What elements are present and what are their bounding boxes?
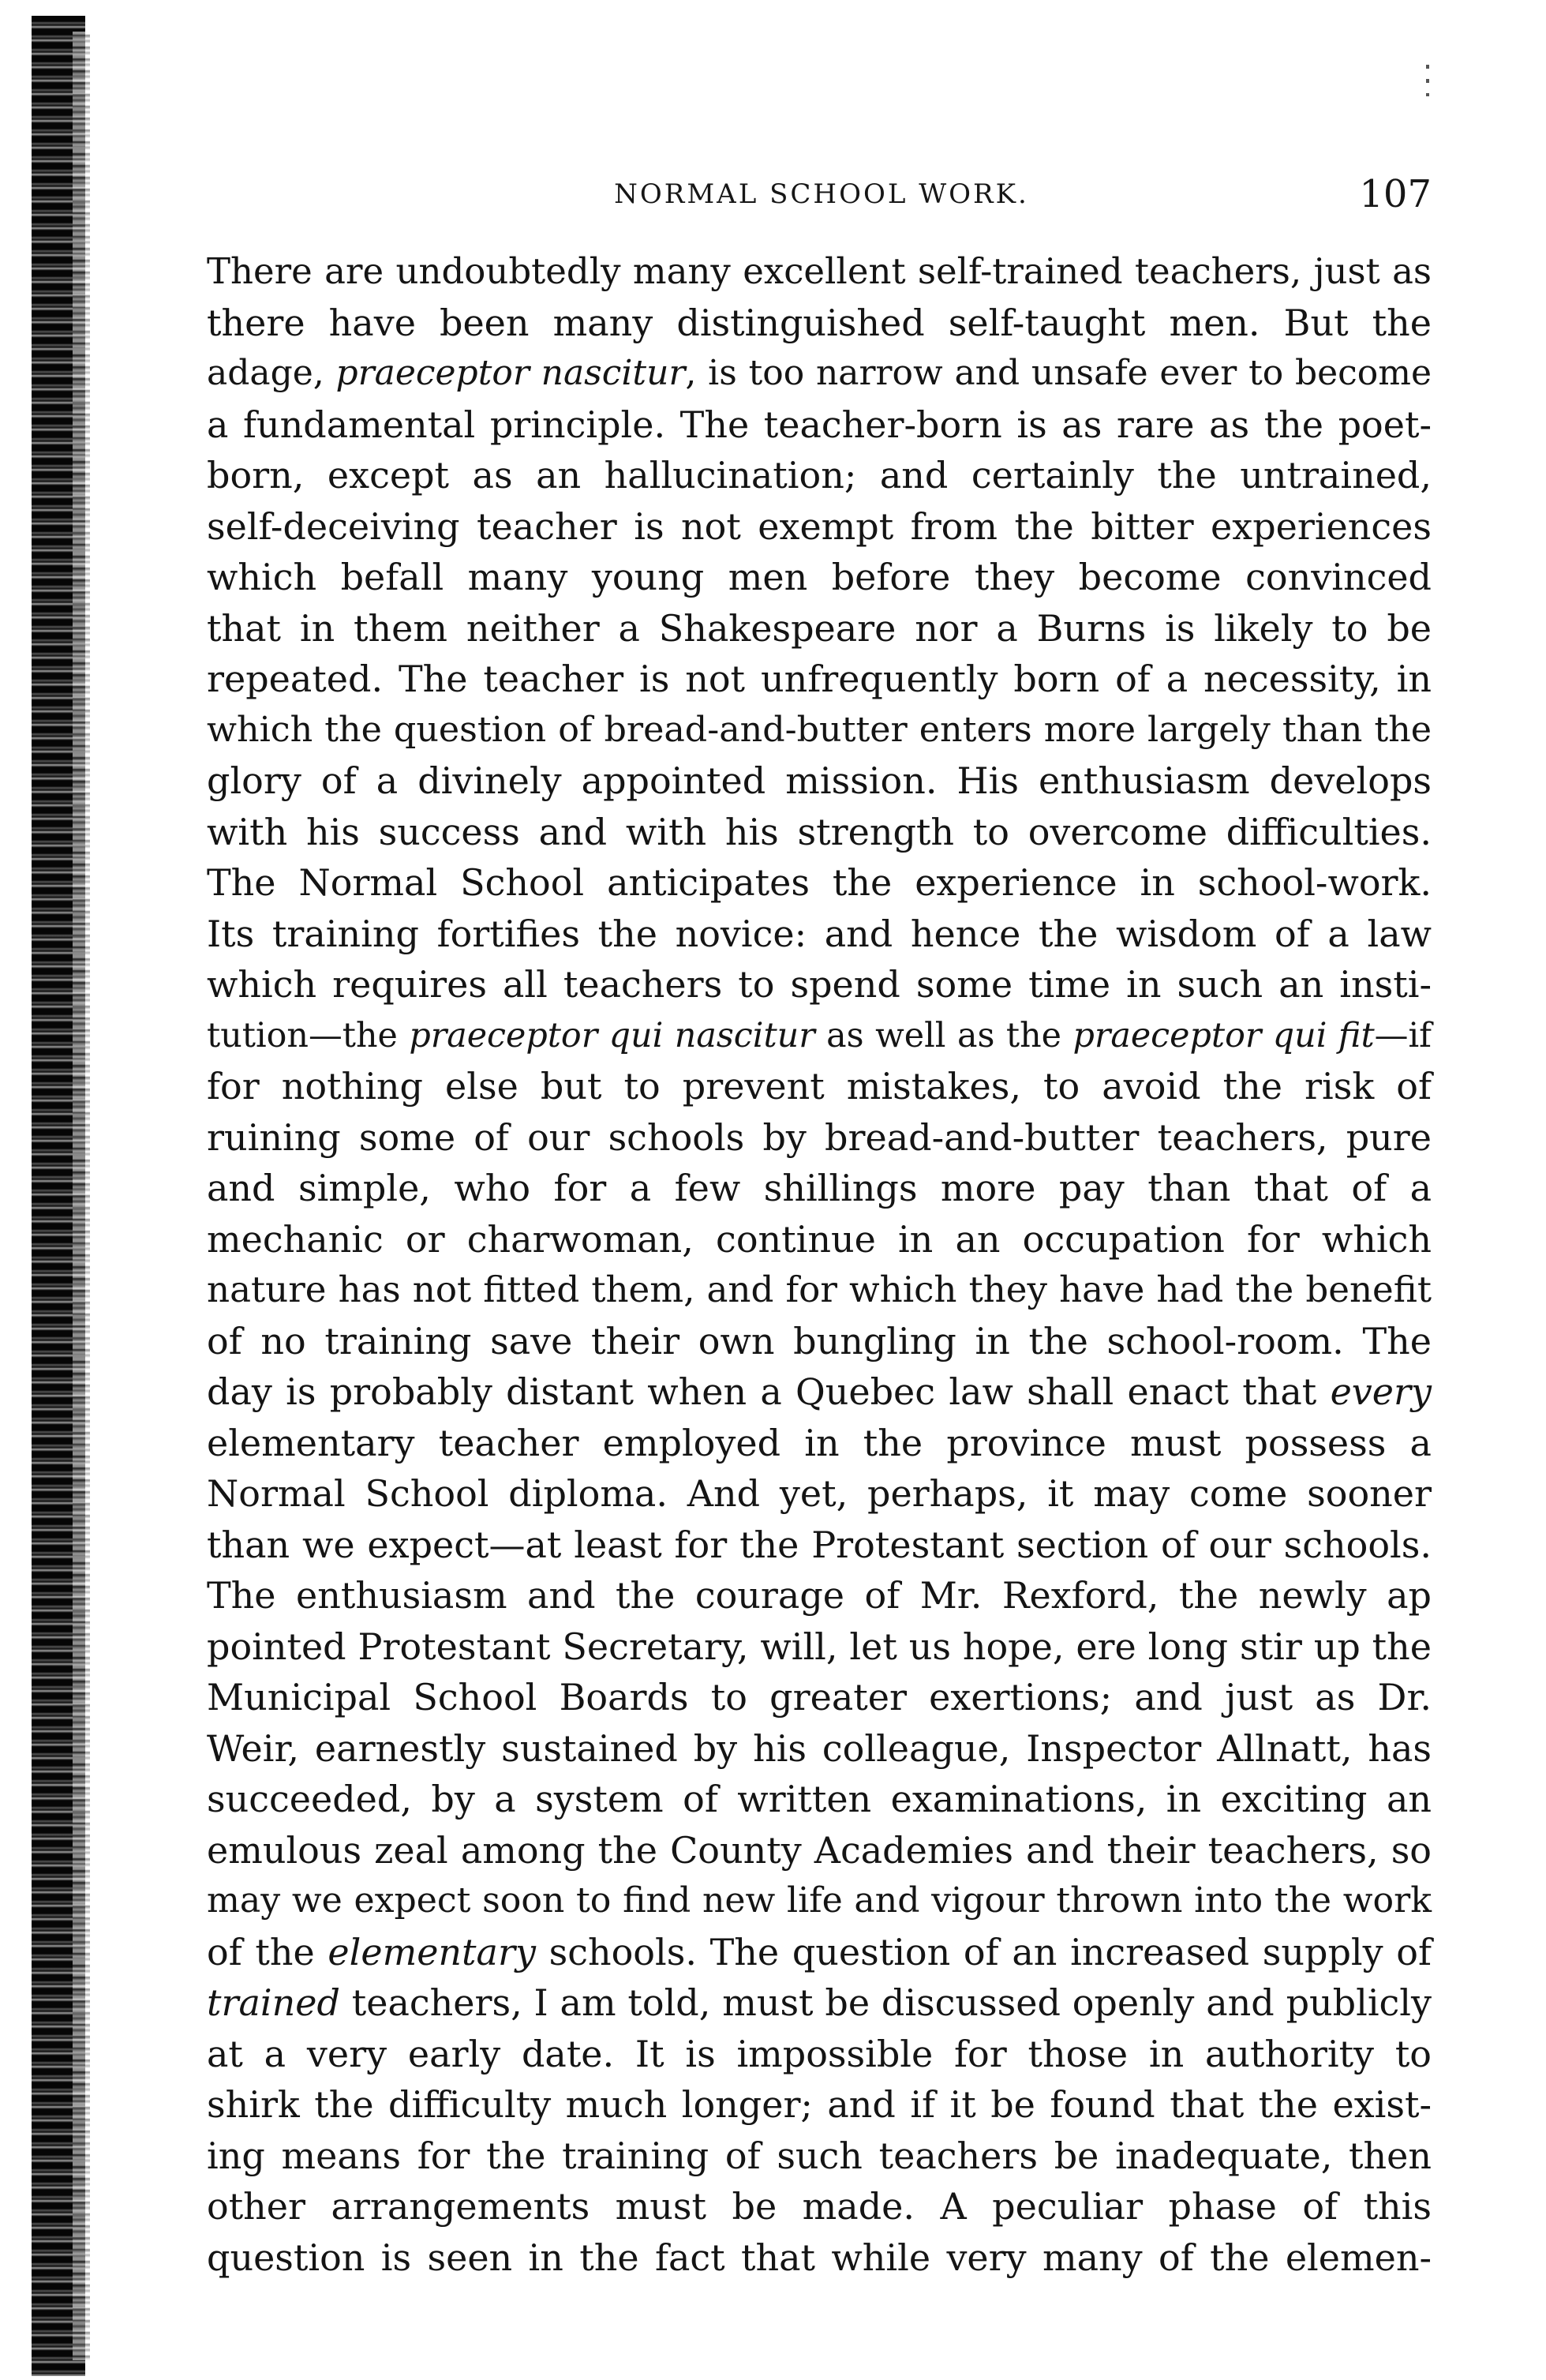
text-line: than we expect—at least for the Protestant section of our schools. <box>207 1523 1432 1566</box>
text-line: nature has not fitted them, and for which they have had the benefit <box>207 1269 1432 1310</box>
text-line: emulous zeal among the County Academies and their teachers, so <box>207 1828 1432 1872</box>
text-line: repeated. The teacher is not unfrequently born of a necessity, in <box>207 658 1432 700</box>
running-head <box>211 172 1432 219</box>
text-line: at a very early date. It is impossible for those in authority to <box>207 2032 1432 2075</box>
text-run: of the <box>207 1930 328 1973</box>
text-line: glory of a divinely appointed mission. His enthusiasm develops <box>207 759 1432 802</box>
text-line: succeeded, by a system of written examinations, in exciting an <box>207 1778 1432 1820</box>
text-run: —if <box>1374 1015 1432 1055</box>
text-run: , is too narrow and unsafe ever to become <box>685 353 1432 393</box>
text-line: that in them neither a Shakespeare nor a Burns is likely to be <box>207 606 1432 650</box>
text-line: born, except as an hallucination; and certainly the untrained, <box>207 454 1432 497</box>
text-run: as well as the <box>814 1015 1073 1055</box>
italic-phrase: elementary <box>328 1930 536 1973</box>
page-number: 107 <box>1359 172 1432 216</box>
text-line: ruining some of our schools by bread-and-butter teachers, pure <box>207 1115 1432 1159</box>
text-line <box>207 1366 1432 1418</box>
scan-speck-mark <box>1426 65 1429 96</box>
text-line: elementary teacher employed in the province must possess a <box>207 1421 1432 1464</box>
running-head-title: NORMAL SCHOOL WORK. <box>614 178 1029 210</box>
text-run: adage, <box>207 353 336 393</box>
italic-phrase: every <box>1330 1370 1432 1413</box>
text-line: a fundamental principle. The teacher-born is as rare as the poet- <box>207 403 1432 446</box>
text-run: schools. The question of an increased supply of <box>535 1930 1432 1973</box>
italic-phrase: trained <box>207 1981 340 2024</box>
text-line: other arrangements must be made. A peculiar phase of this <box>207 2185 1432 2228</box>
text-line <box>207 1977 1432 2029</box>
text-run: day is probably distant when a Quebec law shall enact that <box>207 1370 1331 1413</box>
text-line: Its training fortifies the novice: and hence the wisdom of a law <box>207 912 1432 955</box>
text-line: self-deceiving teacher is not exempt from the bitter experiences <box>207 504 1432 548</box>
text-line: may we expect soon to find new life and vigour thrown into the work <box>207 1880 1432 1921</box>
text-line: pointed Protestant Secretary, will, let us hope, ere long stir up the <box>207 1625 1432 1668</box>
text-line: The Normal School anticipates the experience in school-work. <box>207 861 1432 904</box>
text-line: There are undoubtedly many excellent self-trained teachers, just as <box>207 250 1432 292</box>
text-line <box>207 348 1432 399</box>
text-line <box>207 1927 1432 1978</box>
text-line: for nothing else but to prevent mistakes, to avoid the risk of <box>207 1065 1432 1108</box>
body-paragraph <box>207 246 1432 2283</box>
italic-phrase: praeceptor qui fit <box>1072 1015 1375 1055</box>
italic-phrase: praeceptor qui nascitur <box>409 1015 815 1055</box>
text-line: Normal School diploma. And yet, perhaps, it may come sooner <box>207 1472 1432 1515</box>
text-line: which requires all teachers to spend some time in such an insti- <box>207 963 1432 1006</box>
text-line: The enthusiasm and the courage of Mr. Rexford, the newly ap <box>207 1574 1432 1617</box>
text-line: ing means for the training of such teachers be inadequate, then <box>207 2134 1432 2177</box>
text-line: Weir, earnestly sustained by his colleague, Inspector Allnatt, has <box>207 1726 1432 1770</box>
text-line: shirk the difficulty much longer; and if it be found that the exist- <box>207 2083 1432 2126</box>
text-line: Municipal School Boards to greater exertions; and just as Dr. <box>207 1676 1432 1718</box>
text-line: which befall many young men before they become convinced <box>207 556 1432 598</box>
italic-phrase: praeceptor nascitur <box>335 353 686 393</box>
text-line: there have been many distinguished self-taught men. But the <box>207 301 1432 344</box>
binding-edge-texture <box>73 32 90 2360</box>
text-run: tution—the <box>207 1015 410 1055</box>
text-line: with his success and with his strength to overcome difficulties. <box>207 810 1432 853</box>
text-line: which the question of bread-and-butter enters more largely than the <box>207 709 1432 750</box>
text-line: question is seen in the fact that while very many of the elemen- <box>207 2236 1432 2279</box>
text-line <box>207 1010 1432 1062</box>
text-run: teachers, I am told, must be discussed openly and publicly <box>339 1981 1432 2024</box>
text-line: mechanic or charwoman, continue in an occupation for which <box>207 1217 1432 1261</box>
text-line: of no training save their own bungling in the school-room. The <box>207 1319 1432 1362</box>
text-line: and simple, who for a few shillings more pay than that of a <box>207 1167 1432 1209</box>
